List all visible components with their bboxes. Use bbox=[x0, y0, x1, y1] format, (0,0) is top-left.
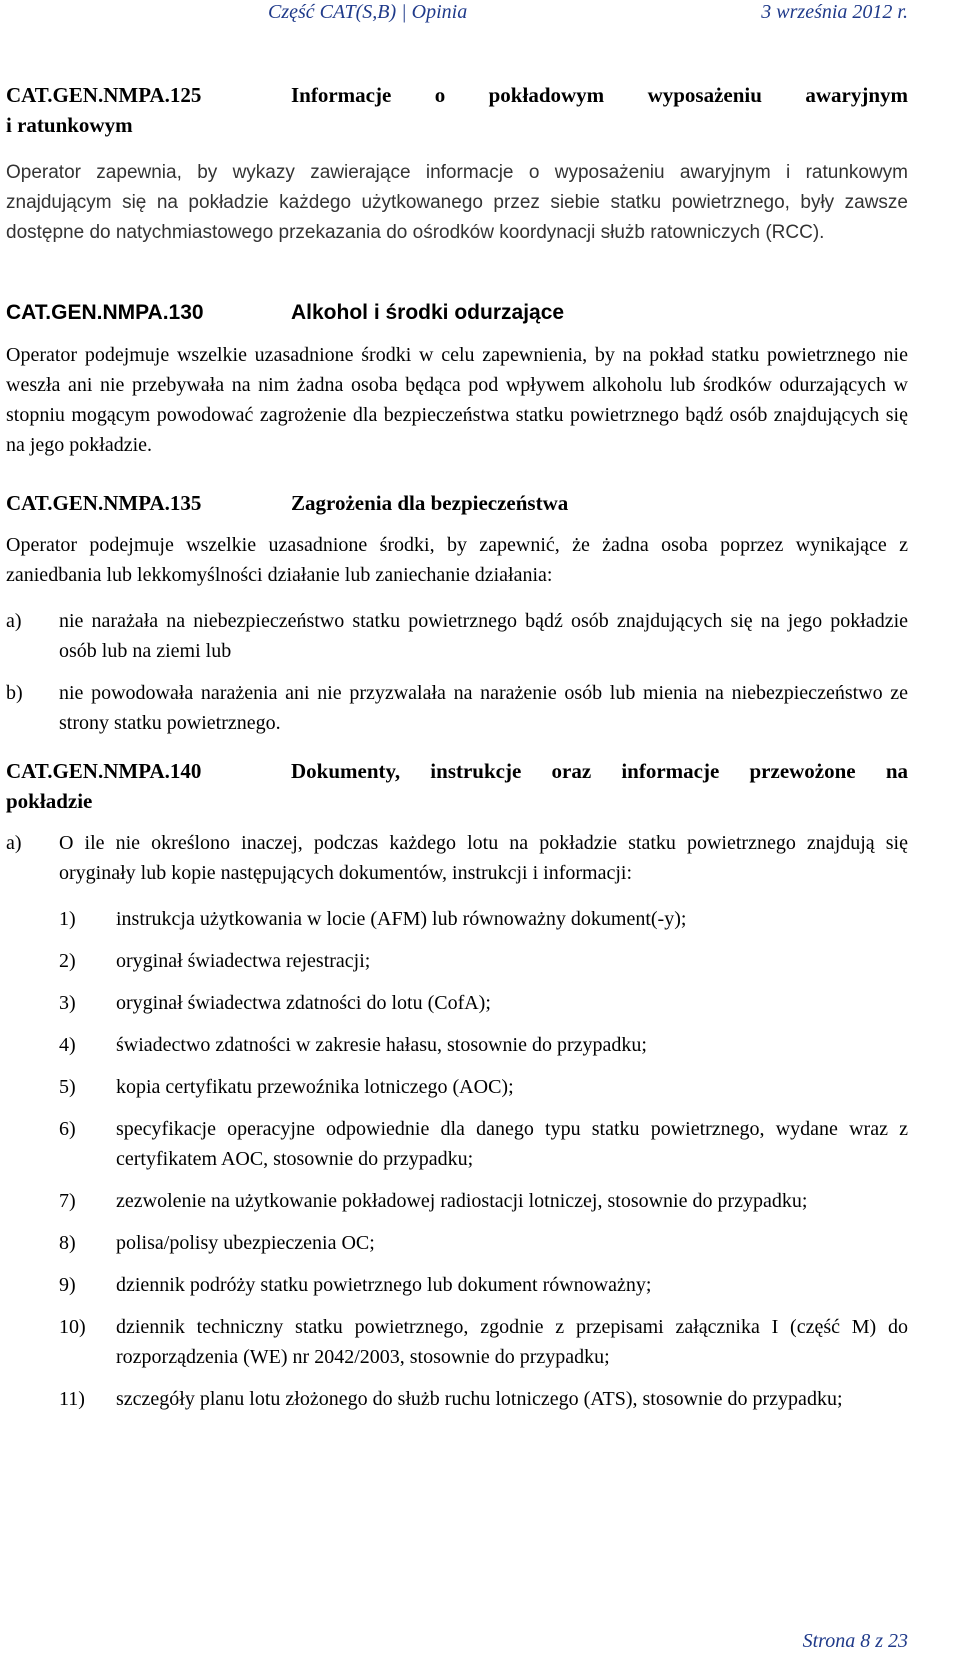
numbered-item-text: polisa/polisy ubezpieczenia OC; bbox=[116, 1232, 375, 1254]
numbered-item-label: 3) bbox=[59, 992, 76, 1014]
numbered-item bbox=[59, 1186, 908, 1216]
section-paragraph: Operator zapewnia, by wykazy zawierające informacje o wyposażeniu awaryjnym i ratunkowym znajdującym się na pokładzie każdego użytkowanego przez siebie statku powietrznego, były zawsze dostępne do natychmiastowego przekazania do ośrodków koordynacji służb ratowniczych (RCC). bbox=[6, 162, 908, 243]
document-page bbox=[6, 0, 908, 1660]
list-item-text: O ile nie określono inaczej, podczas każdego lotu na pokładzie statku powietrznego znajdują się oryginały lub kopie następujących dokumentów, instrukcji i informacji: bbox=[59, 832, 908, 884]
section-paragraph: Operator podejmuje wszelkie uzasadnione środki, by zapewnić, że żadna osoba poprzez wynikające z zaniedbania lub lekkomyślności działanie lub zaniechanie działania: bbox=[6, 534, 908, 586]
section-nmpa-140 bbox=[6, 756, 908, 1414]
numbered-item-label: 7) bbox=[59, 1190, 76, 1212]
section-heading bbox=[6, 298, 908, 328]
numbered-item bbox=[59, 946, 908, 976]
numbered-item-text: świadectwo zdatności w zakresie hałasu, stosownie do przypadku; bbox=[116, 1034, 647, 1056]
numbered-item-label: 11) bbox=[59, 1388, 85, 1410]
list-item bbox=[6, 606, 908, 666]
numbered-item-text: dziennik techniczny statku powietrznego, zgodnie z przepisami załącznika I (część M) do rozporządzenia (WE) nr 2042/2003, stosownie do przypadku; bbox=[116, 1316, 908, 1368]
section-heading bbox=[6, 756, 908, 786]
section-heading-wrap bbox=[6, 110, 908, 140]
section-code: CAT.GEN.NMPA.140 bbox=[6, 759, 202, 783]
numbered-item-label: 6) bbox=[59, 1118, 76, 1140]
header-date: 3 września 2012 r. bbox=[761, 1, 908, 23]
numbered-item-text: instrukcja użytkowania w locie (AFM) lub równoważny dokument(-y); bbox=[116, 908, 687, 930]
numbered-item-label: 9) bbox=[59, 1274, 76, 1296]
page-header bbox=[268, 0, 908, 24]
section-nmpa-125 bbox=[6, 80, 908, 248]
numbered-item-text: szczegóły planu lotu złożonego do służb ruchu lotniczego (ATS), stosownie do przypadku; bbox=[116, 1388, 843, 1410]
list-item-label: b) bbox=[6, 682, 23, 704]
numbered-item bbox=[59, 1228, 908, 1258]
page-number: Strona 8 z 23 bbox=[802, 1630, 908, 1652]
section-code: CAT.GEN.NMPA.130 bbox=[6, 301, 204, 324]
section-title: Zagrożenia dla bezpieczeństwa bbox=[291, 491, 569, 515]
section-title-line1: Dokumenty, instrukcje oraz informacje przewożone na bbox=[291, 759, 908, 783]
numbered-item bbox=[59, 904, 908, 934]
numbered-item-label: 8) bbox=[59, 1232, 76, 1254]
list-item bbox=[6, 828, 908, 888]
numbered-item-text: kopia certyfikatu przewoźnika lotniczego (AOC); bbox=[116, 1076, 514, 1098]
numbered-item bbox=[59, 1270, 908, 1300]
section-title-line1: Informacje o pokładowym wyposażeniu awaryjnym bbox=[291, 83, 908, 107]
numbered-item-text: specyfikacje operacyjne odpowiednie dla danego typu statku powietrznego, wydane wraz z certyfikatem AOC, stosownie do przypadku; bbox=[116, 1118, 908, 1170]
list-item-text: nie narażała na niebezpieczeństwo statku powietrznego bądź osób znajdujących się na jego pokładzie osób lub na ziemi lub bbox=[59, 610, 908, 662]
section-title: Alkohol i środki odurzające bbox=[291, 301, 565, 324]
section-nmpa-135 bbox=[6, 488, 908, 738]
numbered-item-label: 4) bbox=[59, 1034, 76, 1056]
section-heading-wrap bbox=[6, 786, 908, 816]
numbered-item-label: 1) bbox=[59, 908, 76, 930]
section-nmpa-130 bbox=[6, 298, 908, 460]
numbered-item-label: 5) bbox=[59, 1076, 76, 1098]
list-item-label: a) bbox=[6, 832, 22, 854]
section-heading bbox=[6, 488, 908, 518]
list-item bbox=[6, 678, 908, 738]
numbered-item-label: 2) bbox=[59, 950, 76, 972]
section-heading bbox=[6, 80, 908, 110]
numbered-item-text: oryginał świadectwa rejestracji; bbox=[116, 950, 371, 972]
section-code: CAT.GEN.NMPA.125 bbox=[6, 83, 202, 107]
numbered-item bbox=[59, 1312, 908, 1372]
numbered-item-text: dziennik podróży statku powietrznego lub dokument równoważny; bbox=[116, 1274, 652, 1296]
section-paragraph: Operator podejmuje wszelkie uzasadnione środki w celu zapewnienia, by na pokład statku powietrznego nie weszła ani nie przebywała na nim żadna osoba będąca pod wpływem alkoholu lub środków odurzających w stopniu mogącym powodować zagrożenie dla bezpieczeństwa statku powietrznego bądź osób znajdujących się na jego pokładzie. bbox=[6, 344, 908, 456]
header-document-part: Część CAT(S,B) | Opinia bbox=[268, 1, 468, 23]
numbered-item-label: 10) bbox=[59, 1316, 86, 1338]
numbered-item bbox=[59, 1384, 908, 1414]
numbered-item-text: oryginał świadectwa zdatności do lotu (CofA); bbox=[116, 992, 491, 1014]
section-code: CAT.GEN.NMPA.135 bbox=[6, 491, 202, 515]
numbered-item bbox=[59, 1030, 908, 1060]
numbered-item bbox=[59, 1072, 908, 1102]
numbered-item bbox=[59, 1114, 908, 1174]
numbered-item-text: zezwolenie na użytkowanie pokładowej radiostacji lotniczej, stosownie do przypadku; bbox=[116, 1190, 808, 1212]
list-item-text: nie powodowała narażenia ani nie przyzwalała na narażenie osób lub mienia na niebezpieczeństwo ze strony statku powietrznego. bbox=[59, 682, 908, 734]
section-title-line2: pokładzie bbox=[6, 789, 93, 813]
section-title-line2: i ratunkowym bbox=[6, 113, 133, 137]
list-item-label: a) bbox=[6, 610, 22, 632]
numbered-item bbox=[59, 988, 908, 1018]
